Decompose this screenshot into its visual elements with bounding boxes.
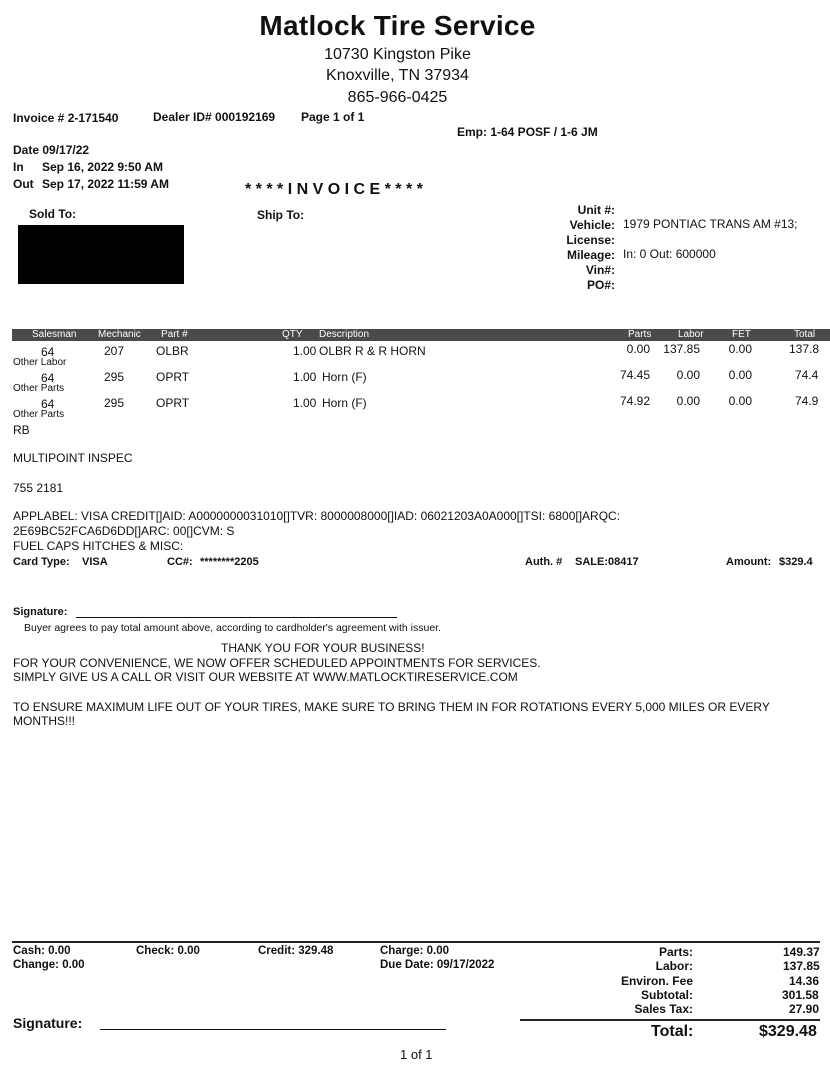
card-type-value: VISA xyxy=(82,556,108,568)
row-category: Other Labor xyxy=(13,357,67,368)
row-labor: 137.85 xyxy=(663,342,700,356)
vin-label: Vin#: xyxy=(585,263,615,277)
po-label: PO#: xyxy=(586,278,615,292)
totals-labor-label: Labor: xyxy=(655,959,693,973)
row-description: Horn (F) xyxy=(322,396,367,410)
row-qty: 1.00 xyxy=(293,396,317,410)
row-part: OLBR xyxy=(156,344,189,358)
totals-tax-value: 27.90 xyxy=(789,1002,820,1016)
grand-total-label: Total: xyxy=(651,1023,694,1040)
invoice-banner: * * * * I N V O I C E * * * * xyxy=(245,181,423,198)
row-salesman: 64 xyxy=(41,397,55,411)
totals-environ-value: 14.36 xyxy=(789,974,820,988)
line-items-header xyxy=(12,329,830,341)
due-date: Due Date: 09/17/2022 xyxy=(380,959,495,971)
totals-subtotal-value: 301.58 xyxy=(782,988,819,1002)
unit-label: Unit #: xyxy=(577,203,615,217)
row-parts: 0.00 xyxy=(626,342,650,356)
totals-labor-value: 137.85 xyxy=(783,959,820,973)
sold-to-label: Sold To: xyxy=(29,207,77,221)
appointments-message: FOR YOUR CONVENIENCE, WE NOW OFFER SCHEDULED APPOINTMENTS FOR SERVICES. xyxy=(13,656,541,670)
rotation-message: TO ENSURE MAXIMUM LIFE OUT OF YOUR TIRES, MAKE SURE TO BRING THEM IN FOR ROTATIONS EVERY 5,000 MILES OR EVERY xyxy=(13,700,770,714)
footer-divider xyxy=(12,941,820,943)
customer-signature-line xyxy=(100,1029,446,1030)
row-parts: 74.92 xyxy=(619,394,650,408)
col-parts: Parts xyxy=(628,329,652,340)
row-parts: 74.45 xyxy=(619,368,650,382)
vehicle-label: Vehicle: xyxy=(569,218,615,232)
thank-you-message: THANK YOU FOR YOUR BUSINESS! xyxy=(221,641,425,655)
out-label: Out xyxy=(13,177,34,191)
totals-divider xyxy=(520,1019,820,1021)
col-total: Total xyxy=(794,329,816,340)
card-type-label: Card Type: xyxy=(13,556,70,568)
row-salesman: 64 xyxy=(41,371,55,385)
row-mechanic: 295 xyxy=(104,370,125,384)
check-amount: Check: 0.00 xyxy=(136,945,200,957)
row-part: OPRT xyxy=(156,396,190,410)
row-mechanic: 295 xyxy=(104,396,125,410)
out-datetime: Sep 17, 2022 11:59 AM xyxy=(42,177,169,191)
col-fet: FET xyxy=(732,329,751,340)
row-total: 74.4 xyxy=(795,368,819,382)
row-mechanic: 207 xyxy=(104,344,125,358)
amount-label: Amount: xyxy=(726,556,772,568)
dealer-id: Dealer ID# 000192169 xyxy=(153,110,276,124)
row-fet: 0.00 xyxy=(728,342,752,356)
totals-parts-label: Parts: xyxy=(658,945,693,959)
customer-signature-label: Signature: xyxy=(13,1015,83,1031)
company-phone: 865-966-0425 xyxy=(347,89,448,106)
mileage-label: Mileage: xyxy=(566,248,615,262)
card-signature-line xyxy=(76,617,397,618)
row-total: 137.8 xyxy=(789,342,820,356)
col-qty: QTY xyxy=(282,329,303,340)
license-label: License: xyxy=(566,233,615,247)
note-fuel-caps: FUEL CAPS HITCHES & MISC: xyxy=(13,539,184,553)
invoice-date: Date 09/17/22 xyxy=(13,143,90,157)
col-labor: Labor xyxy=(678,329,704,340)
row-labor: 0.00 xyxy=(676,394,700,408)
col-description: Description xyxy=(319,329,370,340)
row-description: OLBR R & R HORN xyxy=(319,344,426,358)
change-amount: Change: 0.00 xyxy=(13,959,85,971)
in-label: In xyxy=(13,160,24,174)
ship-to-label: Ship To: xyxy=(257,208,305,222)
row-total: 74.9 xyxy=(795,394,819,408)
col-mechanic: Mechanic xyxy=(98,329,141,340)
row-category: Other Parts xyxy=(13,409,65,420)
website-message: SIMPLY GIVE US A CALL OR VISIT OUR WEBSITE AT WWW.MATLOCKTIRESERVICE.COM xyxy=(13,670,518,684)
cash-amount: Cash: 0.00 xyxy=(13,945,71,957)
row-salesman: 64 xyxy=(41,345,55,359)
grand-total-value: $329.48 xyxy=(759,1023,817,1040)
footer-page-number: 1 of 1 xyxy=(400,1047,433,1062)
row-description: Horn (F) xyxy=(322,370,367,384)
card-signature-label: Signature: xyxy=(13,606,68,618)
mileage-value: In: 0 Out: 600000 xyxy=(623,247,716,261)
company-address-line2: Knoxville, TN 37934 xyxy=(326,67,469,84)
totals-environ-label: Environ. Fee xyxy=(620,974,693,988)
applabel-line2: 2E69BC52FCA6D6DD[]ARC: 00[]CVM: S xyxy=(13,524,235,538)
row-fet: 0.00 xyxy=(728,368,752,382)
row-category: Other Parts xyxy=(13,383,65,394)
invoice-number: Invoice # 2-171540 xyxy=(13,111,119,125)
charge-amount: Charge: 0.00 xyxy=(380,945,450,957)
in-datetime: Sep 16, 2022 9:50 AM xyxy=(42,160,163,174)
row-labor: 0.00 xyxy=(676,368,700,382)
totals-tax-label: Sales Tax: xyxy=(634,1002,693,1016)
row-qty: 1.00 xyxy=(293,344,317,358)
col-part: Part # xyxy=(161,329,188,340)
note-codes: 755 2181 xyxy=(13,481,64,495)
row-qty: 1.00 xyxy=(293,370,317,384)
note-rb: RB xyxy=(13,423,30,437)
redacted-customer-block xyxy=(18,225,184,284)
company-name: Matlock Tire Service xyxy=(259,10,536,41)
auth-label: Auth. # xyxy=(525,556,563,568)
company-address-line1: 10730 Kingston Pike xyxy=(324,46,471,63)
employee-codes: Emp: 1-64 POSF / 1-6 JM xyxy=(457,125,598,139)
row-part: OPRT xyxy=(156,370,190,384)
applabel-line1: APPLABEL: VISA CREDIT[]AID: A0000000031010[]TVR: 8000008000[]IAD: 06021203A0A000[]TSI: 6800[]ARQC: xyxy=(13,509,621,523)
cardholder-agreement: Buyer agrees to pay total amount above, according to cardholder's agreement with issuer. xyxy=(24,622,441,634)
col-salesman: Salesman xyxy=(32,329,77,340)
rotation-message-cont: MONTHS!!! xyxy=(13,714,75,728)
row-fet: 0.00 xyxy=(728,394,752,408)
cc-value: ********2205 xyxy=(200,556,259,568)
page-indicator: Page 1 of 1 xyxy=(301,110,365,124)
cc-label: CC#: xyxy=(167,556,193,568)
credit-amount: Credit: 329.48 xyxy=(258,945,334,957)
note-inspection: MULTIPOINT INSPEC xyxy=(13,451,133,465)
vehicle-value: 1979 PONTIAC TRANS AM #13; xyxy=(623,217,798,231)
auth-value: SALE:08417 xyxy=(575,556,639,568)
totals-parts-value: 149.37 xyxy=(783,945,820,959)
totals-subtotal-label: Subtotal: xyxy=(641,988,693,1002)
amount-value: $329.4 xyxy=(779,556,813,568)
